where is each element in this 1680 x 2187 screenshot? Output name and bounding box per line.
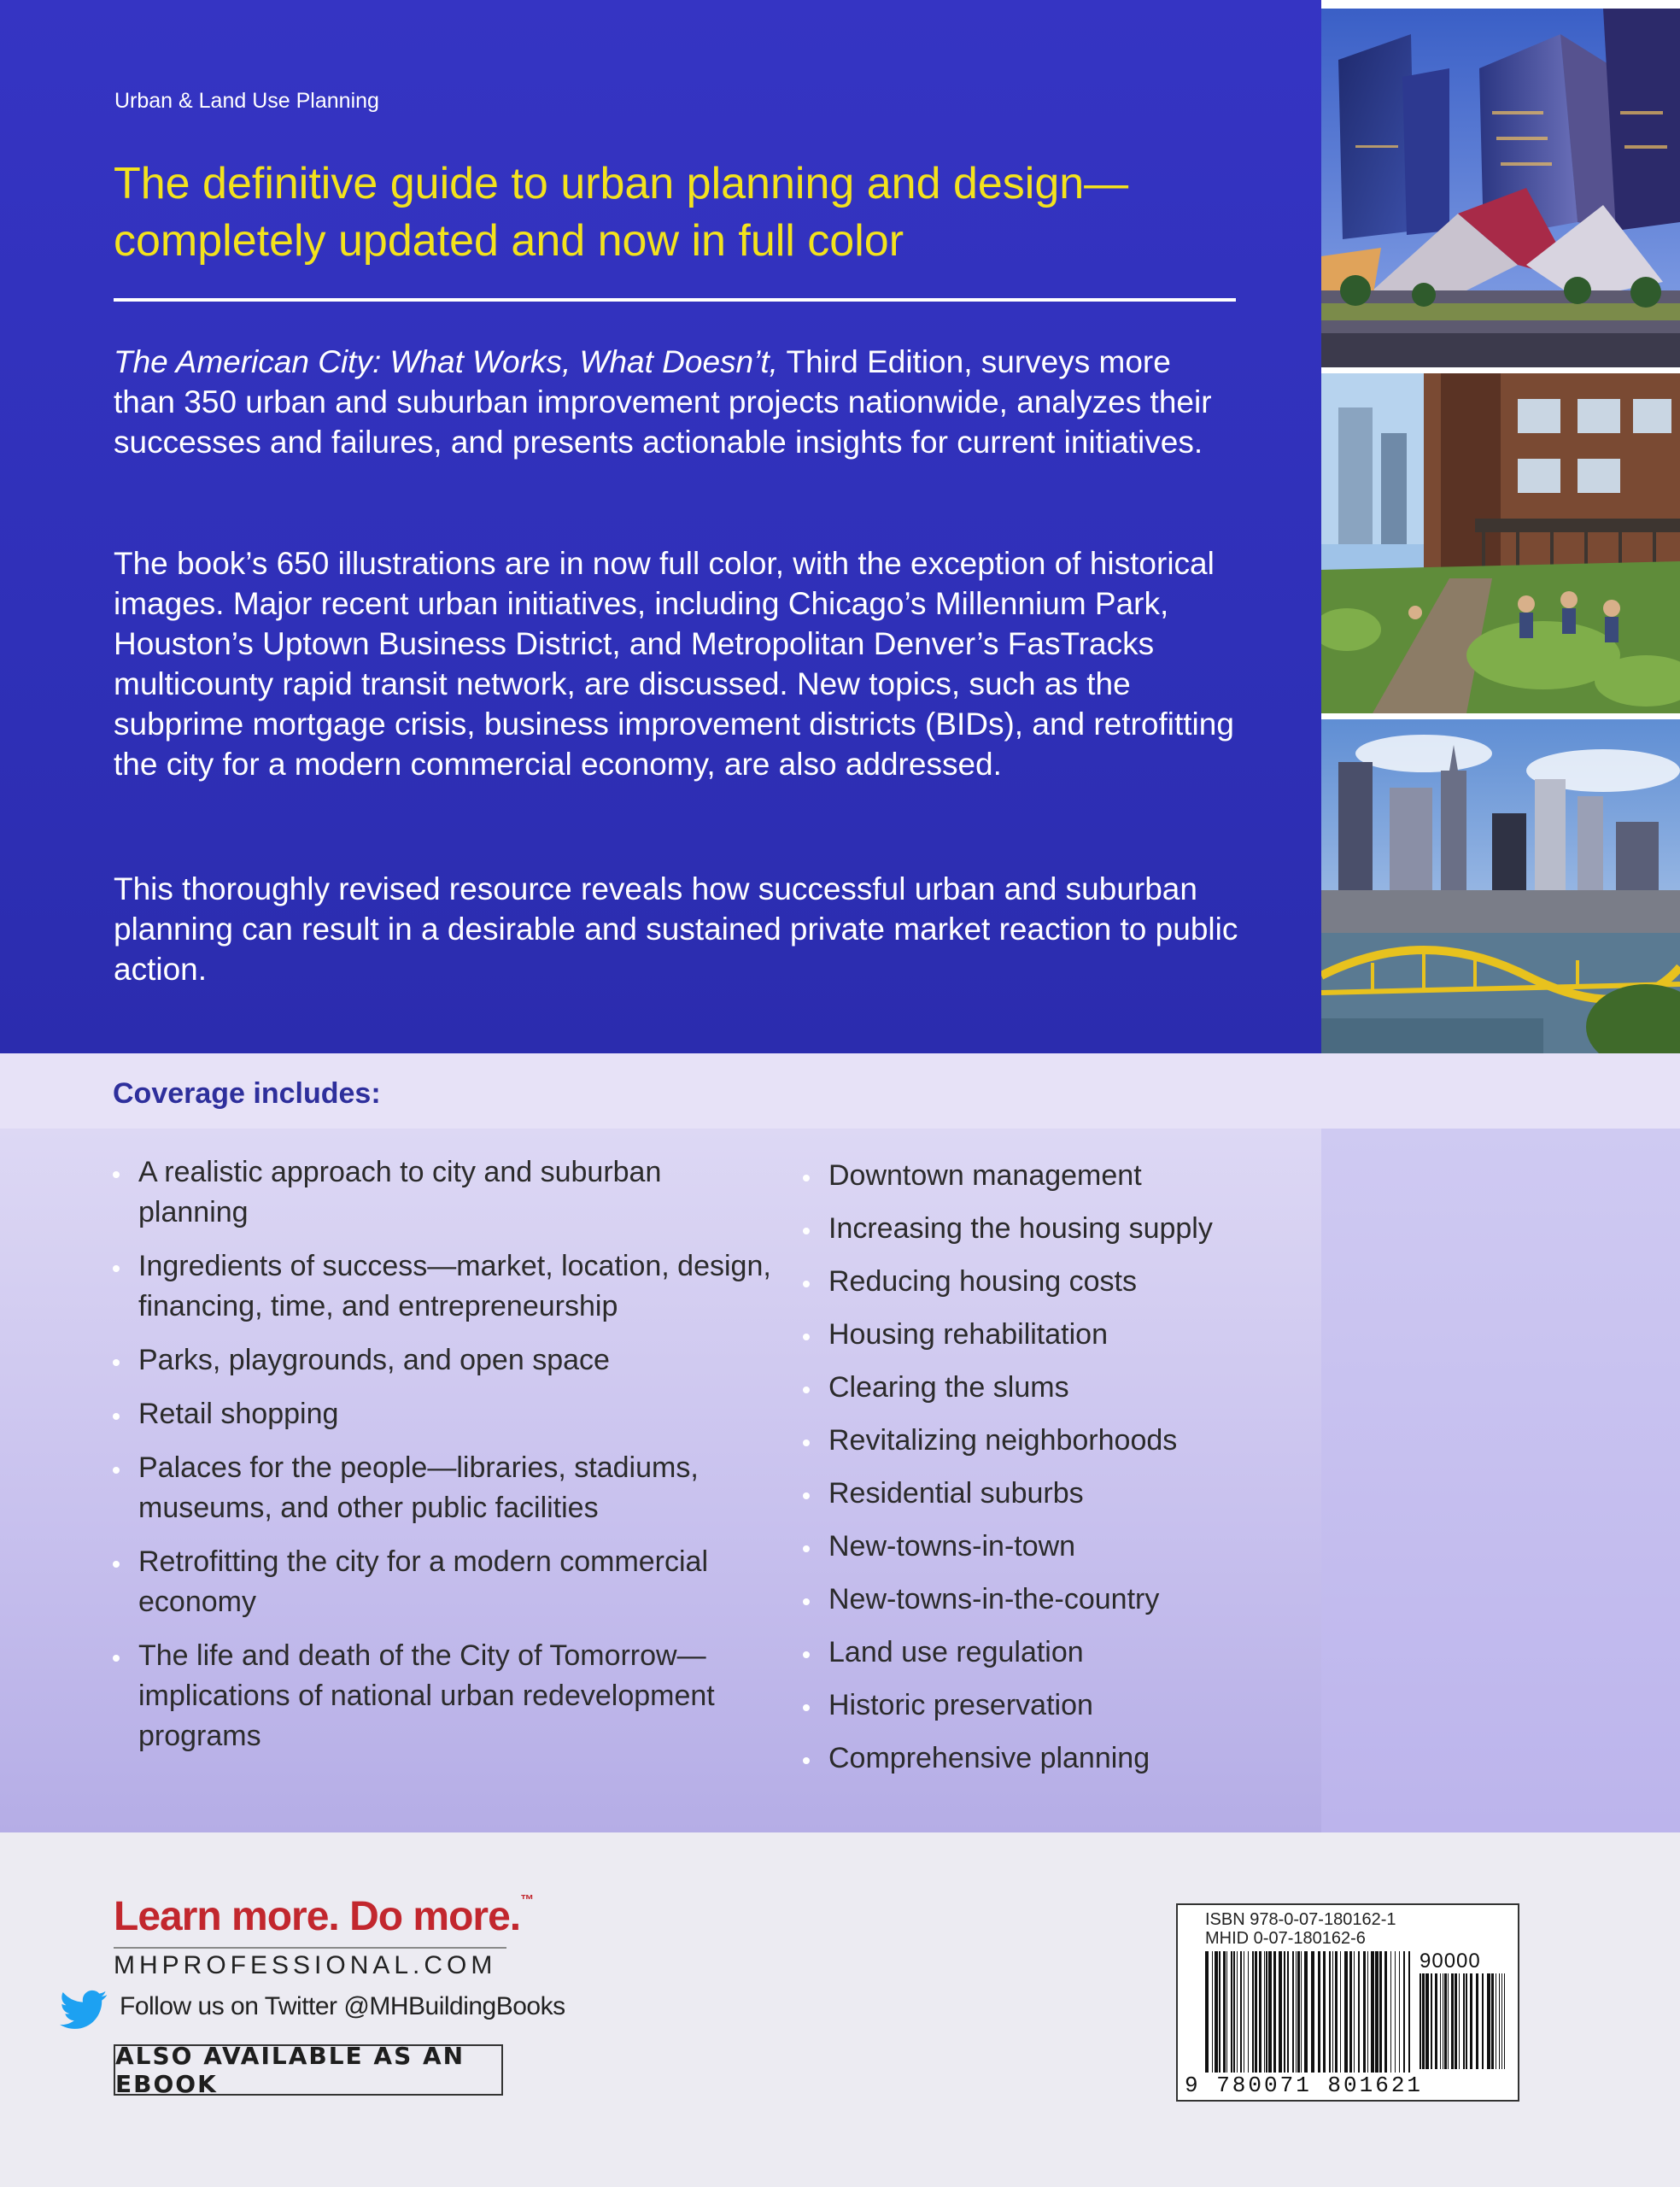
barcode-bar (1318, 1951, 1320, 2073)
list-item-text: Historic preservation (828, 1689, 1093, 1721)
bullet-icon (113, 1561, 120, 1568)
barcode-bar (1504, 1973, 1505, 2069)
photo-pittsburgh-skyline (1321, 719, 1680, 1053)
barcode-bar (1284, 1951, 1285, 2073)
bullet-icon (113, 1413, 120, 1420)
barcode-bar (1329, 1951, 1331, 2073)
barcode-bar (1237, 1951, 1238, 2073)
barcode-bar (1340, 1951, 1341, 2073)
bullet-icon (803, 1545, 810, 1552)
list-item (113, 1246, 779, 1327)
barcode-bar (1408, 1951, 1410, 2073)
barcode-bar (1266, 1951, 1267, 2073)
barcode-bar (1301, 1951, 1302, 2073)
barcode-bar (1487, 1973, 1490, 2069)
publisher-website[interactable]: MHPROFESSIONAL.COM (114, 1951, 497, 1979)
bullet-icon (803, 1281, 810, 1287)
bullet-icon (113, 1467, 120, 1474)
barcode-main-bars (1205, 1951, 1410, 2073)
barcode-bar (1395, 1951, 1396, 2073)
bullet-icon (113, 1171, 120, 1178)
tagline-text: Learn more. Do more. (114, 1894, 521, 1939)
barcode-bar (1363, 1951, 1366, 2073)
bullet-icon (803, 1175, 810, 1181)
barcode-bar (1354, 1951, 1355, 2073)
barcode-bar (1332, 1951, 1333, 2073)
barcode-bar (1296, 1951, 1297, 2073)
list-item (803, 1368, 1298, 1408)
barcode-bar (1444, 1973, 1447, 2069)
list-item (113, 1340, 779, 1381)
barcode-bar (1476, 1973, 1478, 2069)
ean-number: 9 780071 801621 (1185, 2073, 1424, 2098)
barcode-bar (1379, 1951, 1382, 2073)
bullet-icon (113, 1655, 120, 1662)
list-item (803, 1580, 1298, 1620)
bullet-icon (803, 1334, 810, 1340)
list-item-text: Residential suburbs (828, 1477, 1084, 1510)
barcode-bar (1240, 1951, 1242, 2073)
barcode-bar (1422, 1973, 1425, 2069)
coverage-side-panel (1321, 1129, 1680, 1832)
barcode-bar (1403, 1951, 1405, 2073)
list-item (803, 1686, 1298, 1726)
list-item (803, 1262, 1298, 1302)
list-item-text: Ingredients of success—market, location, design, financing, time, and entrepreneurship (138, 1250, 771, 1322)
barcode-bar (1297, 1951, 1300, 2073)
list-item (113, 1636, 779, 1756)
barcode-bar (1349, 1951, 1352, 2073)
list-item (803, 1474, 1298, 1514)
headline-line-2: completely updated and now in full color (114, 216, 904, 266)
barcode-bar (1259, 1951, 1261, 2073)
book-title: The American City: What Works, What Doesn’t, (114, 344, 778, 379)
barcode-bar (1311, 1951, 1314, 2073)
barcode-bar (1292, 1951, 1294, 2073)
list-item-text: Clearing the slums (828, 1371, 1069, 1404)
barcode-addon-bars (1420, 1973, 1505, 2069)
publisher-tagline (114, 1893, 534, 1940)
bullet-icon (803, 1598, 810, 1605)
barcode-bar (1248, 1951, 1249, 2073)
list-item (113, 1542, 779, 1622)
list-item (803, 1209, 1298, 1249)
barcode-bar (1279, 1951, 1282, 2073)
bullet-icon (803, 1228, 810, 1234)
list-item-text: The life and death of the City of Tomorrow—implications of national urban redevelopment programs (138, 1639, 715, 1752)
barcode-bar (1205, 1951, 1209, 2073)
list-item-text: Palaces for the people—libraries, stadiums, museums, and other public facilities (138, 1451, 699, 1524)
barcode-bar (1459, 1973, 1460, 2069)
photo-las-vegas-towers (1321, 9, 1680, 367)
barcode-bar (1455, 1973, 1457, 2069)
intro-paragraph-1-text: Third Edition, surveys more than 350 urban and suburban improvement projects nationwide, analyzes their successes and failures, and presents actionable insights for current initiatives. (114, 344, 1212, 460)
list-item-text: Housing rehabilitation (828, 1318, 1108, 1351)
list-item (803, 1315, 1298, 1355)
bullet-icon (803, 1439, 810, 1446)
barcode-bar (1501, 1973, 1502, 2069)
barcode-bar (1491, 1973, 1494, 2069)
headline (114, 155, 1224, 270)
coverage-title: Coverage includes: (113, 1077, 381, 1110)
barcode-bar (1390, 1951, 1391, 2073)
barcode-bar (1231, 1951, 1232, 2073)
bullet-icon (803, 1757, 810, 1764)
list-item (803, 1738, 1298, 1779)
barcode-bar (1431, 1973, 1432, 2069)
ebook-availability-badge: ALSO AVAILABLE AS AN EBOOK (114, 2044, 503, 2096)
intro-paragraph-3: This thoroughly revised resource reveals how successful urban and suburban planning can result in a desirable and sustained private market reaction to public action. (114, 871, 1238, 987)
barcode-bar (1304, 1951, 1308, 2073)
list-item-text: Land use regulation (828, 1636, 1084, 1668)
headline-line-1: The definitive guide to urban planning and design— (114, 159, 1129, 208)
intro-paragraph-2: The book’s 650 illustrations are in now full color, with the exception of historical images. Major recent urban initiatives, including Chicago’s Millennium Park, Houston’s Uptown Business District, and Metropolitan Denver’s FasTracks multicounty rapid transit network, are discussed. New topics, such as the subprime mortgage crisis, business improvement districts (BIDs), and retrofitting the city for a modern commercial economy, are also addressed. (114, 546, 1234, 782)
bullet-icon (803, 1704, 810, 1711)
list-item-text: Parks, playgrounds, and open space (138, 1344, 610, 1376)
list-item (803, 1421, 1298, 1461)
list-item-text: Retail shopping (138, 1398, 339, 1430)
barcode-bar (1448, 1973, 1449, 2069)
twitter-bird-icon[interactable] (60, 1990, 108, 2031)
trademark-mark: ™ (520, 1893, 535, 1908)
barcode-bar (1375, 1951, 1379, 2073)
list-item-text: New-towns-in-town (828, 1530, 1076, 1563)
barcode-bar (1367, 1951, 1368, 2073)
list-item (803, 1633, 1298, 1673)
list-item (803, 1156, 1298, 1196)
barcode-bar (1226, 1951, 1227, 2073)
barcode-bar (1420, 1973, 1421, 2069)
list-item-text: Comprehensive planning (828, 1742, 1150, 1774)
barcode-bar (1358, 1951, 1360, 2073)
tagline-divider (114, 1947, 506, 1949)
barcode-bar (1384, 1951, 1387, 2073)
coverage-list-left (113, 1152, 779, 1770)
barcode-bar (1323, 1951, 1326, 2073)
list-item-text: Reducing housing costs (828, 1265, 1138, 1298)
barcode-bar (1273, 1951, 1276, 2073)
barcode-bar (1399, 1951, 1400, 2073)
category-label: Urban & Land Use Planning (114, 89, 379, 113)
list-item-text: Downtown management (828, 1159, 1142, 1192)
barcode-bar (1212, 1951, 1213, 2073)
barcode-bar (1219, 1951, 1220, 2073)
barcode-bar (1466, 1973, 1467, 2069)
list-item-text: Increasing the housing supply (828, 1212, 1213, 1245)
bullet-icon (113, 1359, 120, 1366)
list-item-text: Retrofitting the city for a modern commercial economy (138, 1545, 709, 1618)
bullet-icon (803, 1387, 810, 1393)
list-item-text: Revitalizing neighborhoods (828, 1424, 1178, 1457)
coverage-list-right (803, 1156, 1298, 1791)
photo-high-line-park (1321, 373, 1680, 713)
barcode-price-code: 90000 (1420, 1950, 1481, 1973)
barcode-bar (1425, 1973, 1429, 2069)
barcode-bar (1268, 1951, 1272, 2073)
twitter-follow-text[interactable]: Follow us on Twitter @MHBuildingBooks (120, 1992, 565, 2020)
bullet-icon (113, 1265, 120, 1272)
isbn-barcode (1176, 1903, 1519, 2102)
barcode-bar (1233, 1951, 1235, 2073)
list-item-text: A realistic approach to city and suburban planning (138, 1156, 662, 1228)
barcode-bar (1440, 1973, 1441, 2069)
barcode-bar (1470, 1973, 1472, 2069)
list-item (113, 1448, 779, 1528)
barcode-bar (1335, 1951, 1338, 2073)
intro-paragraph-1 (114, 342, 1241, 462)
barcode-bar (1435, 1973, 1437, 2069)
headline-divider (114, 298, 1236, 302)
barcode-bar (1463, 1973, 1465, 2069)
barcode-bar (1252, 1951, 1254, 2073)
barcode-bar (1287, 1951, 1289, 2073)
barcode-bar (1499, 1973, 1500, 2069)
barcode-bar (1255, 1951, 1257, 2073)
mhid-number: MHID 0-07-180162-6 (1205, 1929, 1366, 1948)
list-item (803, 1527, 1298, 1567)
barcode-bar (1264, 1951, 1265, 2073)
barcode-bar (1215, 1951, 1218, 2073)
barcode-bar (1344, 1951, 1348, 2073)
bullet-icon (803, 1651, 810, 1658)
isbn-number: ISBN 978-0-07-180162-1 (1205, 1910, 1396, 1929)
barcode-bar (1223, 1951, 1226, 2073)
list-item (113, 1394, 779, 1434)
barcode-bar (1371, 1951, 1374, 2073)
list-item-text: New-towns-in-the-country (828, 1583, 1160, 1615)
barcode-bar (1451, 1973, 1454, 2069)
list-item (113, 1152, 779, 1233)
barcode-bar (1482, 1973, 1484, 2069)
bullet-icon (803, 1492, 810, 1499)
